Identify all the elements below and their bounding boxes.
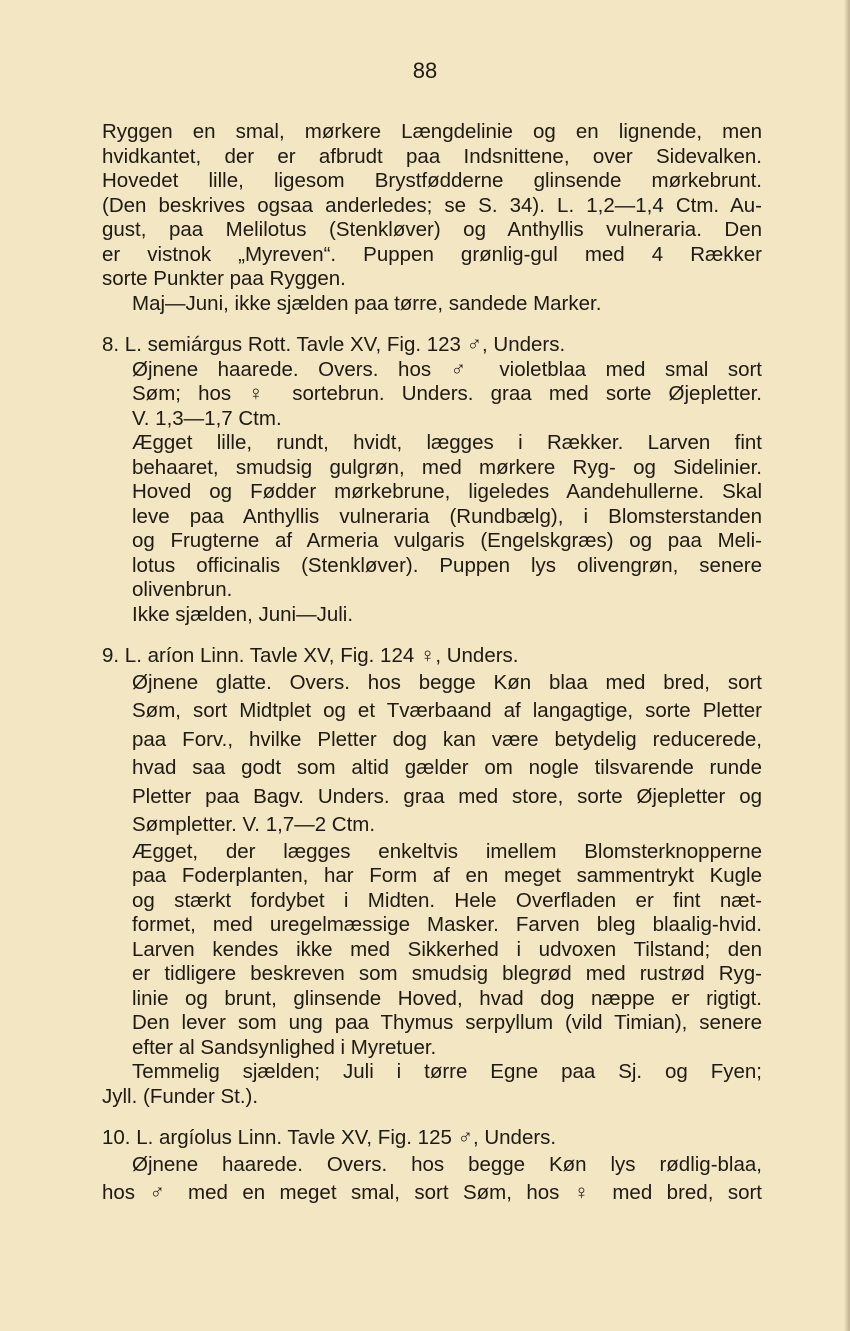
text-line: gust, paa Melilotus (Stenkløver) og Anthyllis vulneraria. Den xyxy=(102,218,762,241)
body-text xyxy=(102,120,762,1207)
text-line: behaaret, smudsig gulgrøn, med mørkere Ryg- og Sidelinier. xyxy=(132,455,762,479)
species-heading xyxy=(102,333,762,358)
paragraph xyxy=(102,1060,762,1085)
paragraph xyxy=(102,1179,762,1207)
text-line: formet, med uregelmæssige Masker. Farven bleg blaalig-hvid. xyxy=(132,913,762,936)
text-line: Larven kendes ikke med Sikkerhed i udvoxen Tilstand; den xyxy=(132,937,762,961)
text-line: olivenbrun. xyxy=(132,578,233,601)
paragraph xyxy=(102,840,762,1061)
text-line: Maj—Juni, ikke sjælden paa tørre, sandede Marker. xyxy=(132,291,602,315)
text-line: lotus officinalis (Stenkløver). Puppen lys olivengrøn, senere xyxy=(132,553,762,577)
text-line: er vistnok „Myreven“. Puppen grønlig-gul med 4 Rækker xyxy=(102,242,762,266)
text-line: hos ♂ med en meget smal, sort Søm, hos ♀ med bred, sort xyxy=(102,1180,762,1204)
text-line: hvad saa godt som altid gælder om nogle tilsvarende runde xyxy=(132,756,762,779)
text-line: Den lever som ung paa Thymus serpyllum (vild Timian), senere xyxy=(132,1011,762,1034)
text-line: og stærkt fordybet i Midten. Hele Overfladen er fint næt- xyxy=(132,888,762,912)
paragraph xyxy=(102,431,762,603)
text-line: Pletter paa Bagv. Unders. graa med store, sorte Øjepletter og xyxy=(132,784,762,808)
text-line: leve paa Anthyllis vulneraria (Rundbælg), i Blomsterstanden xyxy=(132,504,762,528)
text-line: paa Forv., hvilke Pletter dog kan være betydelig reducerede, xyxy=(132,727,762,751)
text-line: Søm, sort Midtplet og et Tværbaand af langagtige, sorte Pletter xyxy=(132,699,762,722)
text-line: Øjnene glatte. Overs. hos begge Køn blaa med bred, sort xyxy=(132,670,762,694)
text-line: og Frugterne af Armeria vulgaris (Engelskgræs) og paa Meli- xyxy=(132,529,762,552)
text-line: linie og brunt, glinsende Hoved, hvad dog næppe er rigtigt. xyxy=(132,986,762,1010)
text-line: Temmelig sjælden; Juli i tørre Egne paa Sj. og Fyen; xyxy=(132,1060,762,1083)
text-line: Ryggen en smal, mørkere Længdelinie og en lignende, men xyxy=(102,120,762,143)
paragraph xyxy=(102,292,762,317)
species-heading xyxy=(102,644,762,669)
text-line: efter al Sandsynlighed i Myretuer. xyxy=(132,1035,437,1059)
paragraph xyxy=(102,669,762,840)
text-line: 9. L. aríon Linn. Tavle XV, Fig. 124 ♀, Unders. xyxy=(102,644,519,667)
text-line: Øjnene haarede. Overs. hos begge Køn lys rødlig-blaa, xyxy=(132,1152,762,1176)
paragraph xyxy=(102,1151,762,1179)
paragraph xyxy=(102,120,762,292)
paragraph xyxy=(102,1085,762,1110)
text-line: 8. L. semiárgus Rott. Tavle XV, Fig. 123 ♂, Unders. xyxy=(102,333,566,356)
text-line: hvidkantet, der er afbrudt paa Indsnittene, over Sidevalken. xyxy=(102,144,762,168)
text-line: Ægget, der lægges enkeltvis imellem Blomsterknopperne xyxy=(132,839,762,863)
text-line: Søm; hos ♀ sortebrun. Unders. graa med sorte Øjepletter. xyxy=(132,382,762,405)
text-line: Øjnene haarede. Overs. hos ♂ violetblaa med smal sort xyxy=(132,357,762,381)
text-line: (Den beskrives ogsaa anderledes; se S. 34). L. 1,2—1,4 Ctm. Au- xyxy=(102,193,762,217)
text-line: Ægget lille, rundt, hvidt, lægges i Rækker. Larven fint xyxy=(132,431,762,454)
text-line: Hoved og Fødder mørkebrune, ligeledes Aandehullerne. Skal xyxy=(132,480,762,503)
text-line: paa Foderplanten, har Form af en meget sammentrykt Kugle xyxy=(132,864,762,887)
species-heading xyxy=(102,1126,762,1151)
text-line: 10. L. argíolus Linn. Tavle XV, Fig. 125 ♂, Unders. xyxy=(102,1126,557,1149)
text-line: Jyll. (Funder St.). xyxy=(102,1084,259,1108)
paragraph xyxy=(102,603,762,628)
text-line: er tidligere beskreven som smudsig blegrød med rustrød Ryg- xyxy=(132,962,762,985)
text-line: V. 1,3—1,7 Ctm. xyxy=(132,406,282,430)
text-line: Sømpletter. V. 1,7—2 Ctm. xyxy=(132,813,376,836)
text-line: sorte Punkter paa Ryggen. xyxy=(102,267,346,290)
text-line: Hovedet lille, ligesom Brystfødderne glinsende mørkebrunt. xyxy=(102,169,762,192)
paragraph xyxy=(102,358,762,432)
text-line: Ikke sjælden, Juni—Juli. xyxy=(132,602,354,626)
page-number: 88 xyxy=(412,58,438,83)
page-edge-shadow xyxy=(844,0,850,1331)
